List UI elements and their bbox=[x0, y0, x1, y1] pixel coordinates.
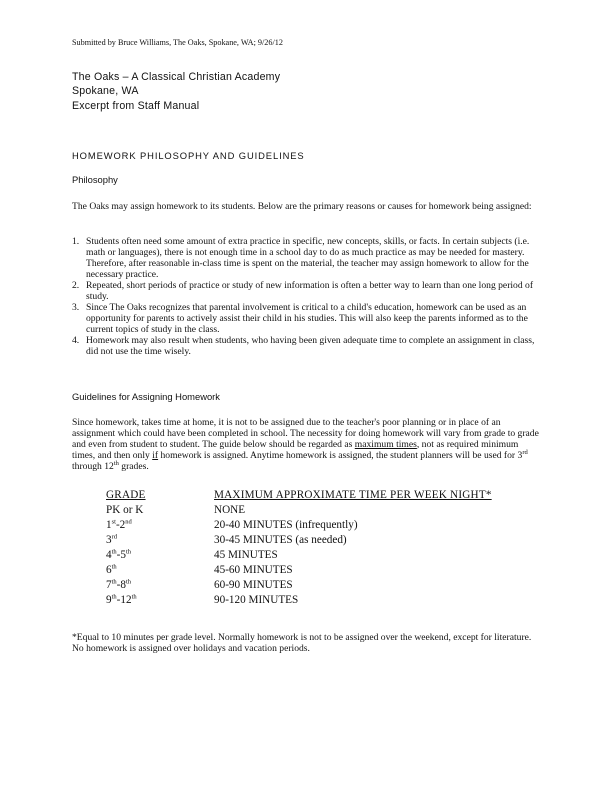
list-item: 2. Repeated, short periods of practice or study of new information is often a better way to learn than one long period of study. bbox=[72, 280, 534, 302]
school-location: Spokane, WA bbox=[72, 85, 139, 97]
submitted-by-line: Submitted by Bruce Williams, The Oaks, Spokane, WA; 9/26/12 bbox=[72, 38, 283, 47]
if-underlined: if bbox=[152, 450, 159, 461]
section-title: HOMEWORK PHILOSOPHY AND GUIDELINES bbox=[72, 150, 305, 161]
time-cell: 60-90 MINUTES bbox=[214, 579, 293, 591]
philosophy-intro: The Oaks may assign homework to its students. Below are the primary reasons or causes for homework being assigned: bbox=[72, 201, 532, 212]
table-row bbox=[106, 578, 492, 593]
table-row bbox=[106, 563, 492, 578]
table-row bbox=[106, 503, 492, 518]
table-row bbox=[106, 518, 492, 533]
homework-time-table bbox=[106, 488, 492, 608]
grade-cell: 6th bbox=[106, 563, 117, 576]
school-name: The Oaks – A Classical Christian Academy bbox=[72, 71, 281, 83]
table-row bbox=[106, 533, 492, 548]
time-cell: 20-40 MINUTES (infrequently) bbox=[214, 519, 358, 531]
guidelines-heading: Guidelines for Assigning Homework bbox=[72, 391, 220, 402]
grade-cell: 7th-8th bbox=[106, 578, 132, 591]
footnote: *Equal to 10 minutes per grade level. Normally homework is not to be assigned over the weekend, except for literature. No homework is assigned over holidays and vacation periods. bbox=[72, 632, 532, 654]
table-row bbox=[106, 593, 492, 608]
time-cell: 90-120 MINUTES bbox=[214, 594, 299, 606]
reasons-list bbox=[72, 236, 542, 357]
philosophy-heading: Philosophy bbox=[72, 174, 118, 185]
grade-column-header: GRADE bbox=[106, 489, 146, 501]
time-cell: 45 MINUTES bbox=[214, 549, 278, 561]
list-item: 3. Since The Oaks recognizes that parental involvement is critical to a child's education, homework can be used as an opportunity for parents to actively assist their child in his studies. This will also keep the parents informed as to the current topics of study in the class. bbox=[72, 302, 528, 335]
time-cell: NONE bbox=[214, 504, 246, 516]
list-item: 1. Students often need some amount of extra practice in specific, new concepts, skills, or facts. In certain subjects (i.e. math or languages), there is not enough time in a school day to do as much practice as may be needed for mastery. Therefore, after reasonable in-class time is spent on the material, the teacher may assign homework to allow for the necessary practice. bbox=[72, 236, 530, 280]
table-row bbox=[106, 548, 492, 563]
time-cell: 30-45 MINUTES (as needed) bbox=[214, 534, 347, 546]
grade-cell: 4th-5th bbox=[106, 548, 132, 561]
maximum-times-underlined: maximum times bbox=[354, 439, 417, 450]
table-header-row bbox=[106, 488, 492, 503]
document-subtitle: Excerpt from Staff Manual bbox=[72, 100, 200, 112]
time-cell: 45-60 MINUTES bbox=[214, 564, 293, 576]
grade-cell: PK or K bbox=[106, 504, 144, 516]
grade-cell: 3rd bbox=[106, 533, 118, 546]
list-item: 4. Homework may also result when students, who having been given adequate time to complete an assignment in class, did not use the time wisely. bbox=[72, 335, 535, 357]
grade-cell: 1st-2nd bbox=[106, 518, 132, 531]
grade-cell: 9th-12th bbox=[106, 593, 137, 606]
time-column-header: MAXIMUM APPROXIMATE TIME PER WEEK NIGHT* bbox=[214, 489, 492, 501]
guidelines-paragraph: Since homework, takes time at home, it is not to be assigned due to the teacher's poor planning or in place of an assignment which could have been completed in school. The necessity for doing homework will vary from grade to grade and even from student to student. The guide below should be regarded as maximum times, not as required minimum times, and then only if homework is assigned. Anytime homework is assigned, the student planners will be used for 3rd through 12th grades. bbox=[72, 417, 539, 472]
